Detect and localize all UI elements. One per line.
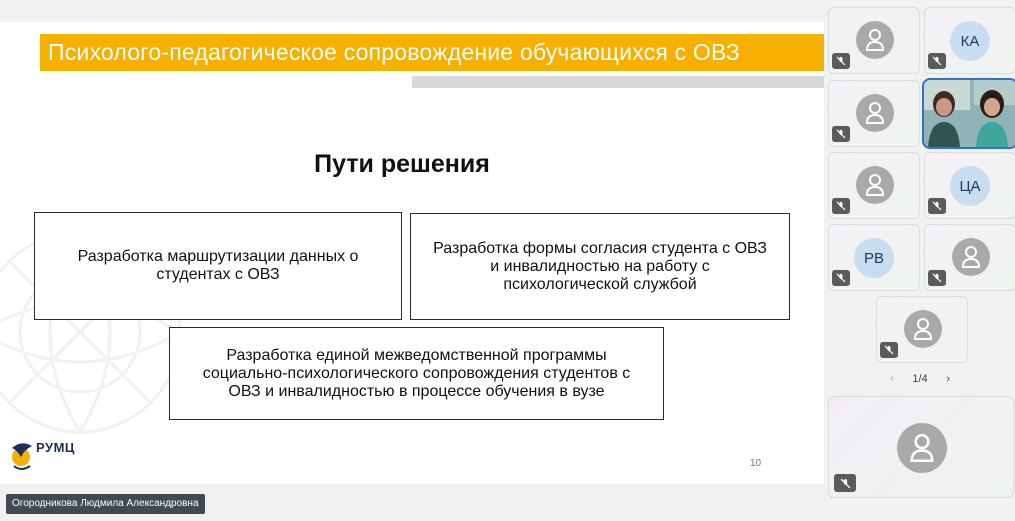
user-icon bbox=[904, 310, 942, 348]
shared-slide bbox=[0, 22, 824, 484]
user-icon bbox=[856, 21, 894, 59]
speaker-name-label: Огородникова Людмила Александровна bbox=[6, 494, 205, 514]
solution-text: Разработка маршрутизации данных о студентах с ОВЗ bbox=[77, 248, 359, 283]
slide-title: Психолого-педагогическое сопровождение обучающихся с ОВЗ bbox=[48, 39, 740, 65]
mic-off-icon bbox=[832, 198, 850, 214]
user-icon bbox=[952, 238, 990, 276]
participant-tile[interactable] bbox=[828, 80, 920, 147]
participant-video bbox=[924, 80, 1015, 147]
slide-page-number: 10 bbox=[750, 458, 762, 469]
participant-tile[interactable] bbox=[828, 224, 920, 291]
mic-off-icon bbox=[832, 126, 850, 142]
participant-initials: РВ bbox=[854, 238, 894, 278]
participant-tile[interactable] bbox=[924, 224, 1015, 291]
solution-text: Разработка формы согласия студента с ОВЗ и инвалидностью на работу с психологической службой bbox=[433, 239, 767, 293]
logo-emblem-icon bbox=[8, 440, 38, 474]
participant-tile[interactable] bbox=[828, 7, 920, 74]
logo-text: РУМЦ bbox=[36, 440, 75, 455]
self-video-tile[interactable] bbox=[828, 396, 1014, 498]
mic-off-icon bbox=[832, 53, 850, 69]
mic-off-icon bbox=[928, 53, 946, 69]
slide-heading: Пути решения bbox=[314, 150, 490, 178]
rumc-logo bbox=[8, 440, 78, 480]
chevron-right-icon[interactable]: › bbox=[946, 373, 950, 385]
mic-off-icon[interactable] bbox=[834, 474, 856, 492]
participant-tile[interactable] bbox=[876, 296, 968, 363]
mic-off-icon bbox=[880, 342, 898, 358]
participant-initials: ЦА bbox=[950, 166, 990, 206]
mic-off-icon bbox=[928, 198, 946, 214]
participants-pager bbox=[890, 372, 950, 386]
participant-tile[interactable] bbox=[924, 7, 1015, 74]
participant-tile[interactable] bbox=[828, 152, 920, 219]
mic-off-icon bbox=[928, 270, 946, 286]
mic-off-icon bbox=[832, 270, 850, 286]
pager-label: 1/4 bbox=[912, 373, 928, 385]
solution-box-program bbox=[169, 327, 664, 420]
solution-box-consent-form bbox=[410, 213, 790, 320]
solution-text: Разработка единой межведомственной программы социально-психологического сопровождения студентов с ОВЗ и инвалидностью в процессе обучения в вузе bbox=[202, 346, 631, 400]
slide-title-bar bbox=[40, 34, 824, 71]
user-icon bbox=[897, 423, 947, 473]
participant-video-tile[interactable] bbox=[924, 80, 1015, 147]
participant-initials: КА bbox=[950, 21, 990, 61]
solution-box-routing bbox=[34, 212, 402, 320]
participant-tile[interactable] bbox=[924, 152, 1015, 219]
title-underline bbox=[412, 76, 824, 88]
chevron-left-icon[interactable]: ‹ bbox=[890, 373, 894, 385]
user-icon bbox=[856, 166, 894, 204]
user-icon bbox=[856, 94, 894, 132]
